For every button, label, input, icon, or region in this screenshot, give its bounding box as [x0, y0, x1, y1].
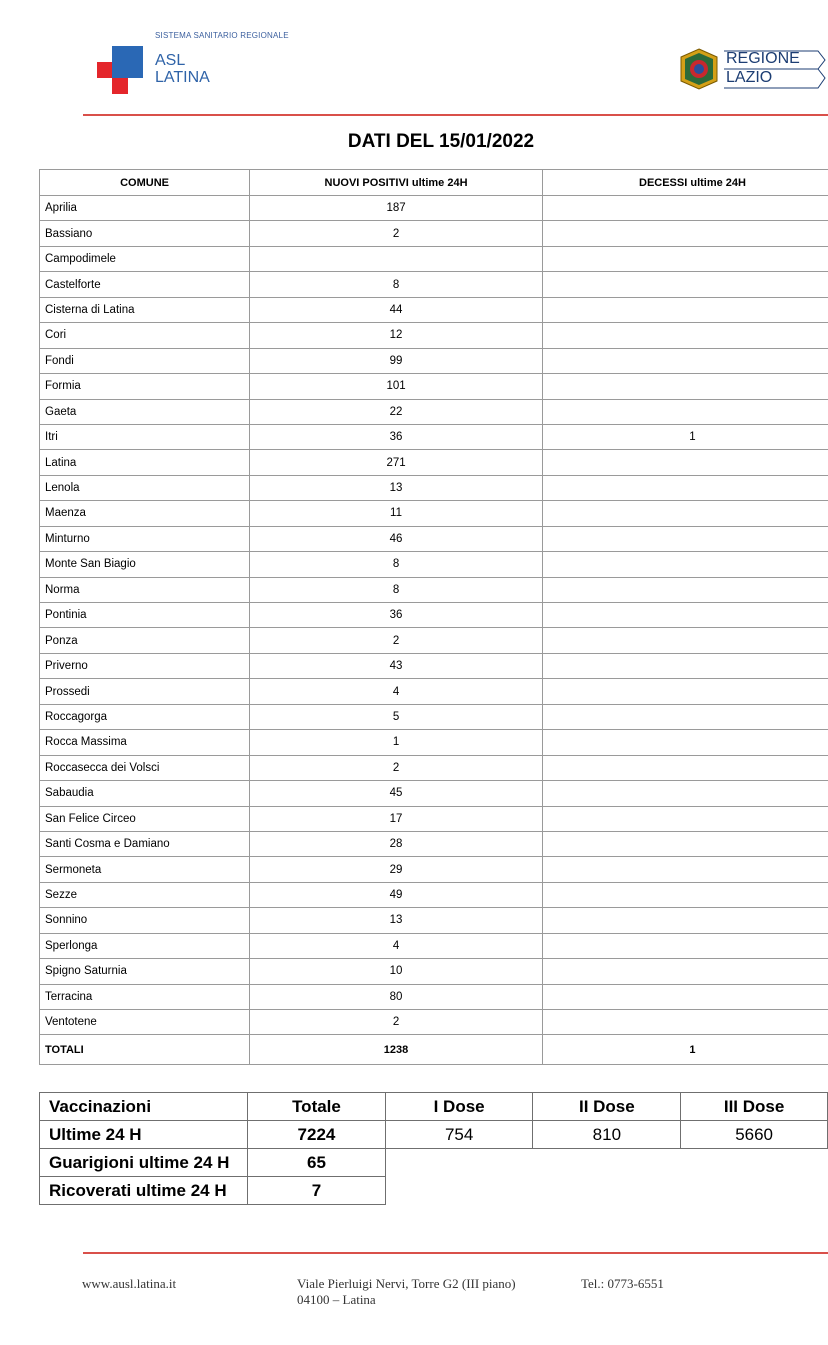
positivi-cell: 43: [250, 653, 543, 678]
recovered-label: Guarigioni ultime 24 H: [40, 1149, 248, 1177]
table-row: [40, 526, 828, 551]
footer-phone: Tel.: 0773-6551: [581, 1276, 664, 1291]
positivi-cell: 2: [250, 755, 543, 780]
table-row: [40, 196, 828, 221]
table-row: [40, 348, 828, 373]
table-row: [40, 806, 828, 831]
table-row: [40, 424, 828, 449]
comune-cell: Formia: [40, 374, 250, 399]
positivi-cell: 11: [250, 501, 543, 526]
totals-row: [40, 1035, 828, 1065]
table-row: [40, 959, 828, 984]
comune-cell: Aprilia: [40, 196, 250, 221]
footer-address-line1: Viale Pierluigi Nervi, Torre G2 (III piano): [297, 1276, 516, 1291]
decessi-cell: [542, 246, 828, 271]
hospitalized-row: [40, 1177, 828, 1205]
hospitalized-value: 7: [248, 1177, 386, 1205]
comune-cell: Rocca Massima: [40, 730, 250, 755]
vaccination-period-label: Ultime 24 H: [40, 1121, 248, 1149]
comune-cell: Sperlonga: [40, 933, 250, 958]
asl-name-line1: ASL: [155, 52, 186, 69]
header-decessi: DECESSI ultime 24H: [542, 170, 828, 196]
decessi-cell: [542, 781, 828, 806]
header-divider: [83, 114, 828, 116]
decessi-cell: [542, 933, 828, 958]
positivi-cell: 13: [250, 908, 543, 933]
comune-cell: Sermoneta: [40, 857, 250, 882]
table-row: [40, 552, 828, 577]
comune-cell: Norma: [40, 577, 250, 602]
decessi-cell: [542, 348, 828, 373]
comune-cell: Minturno: [40, 526, 250, 551]
decessi-cell: [542, 959, 828, 984]
vaccination-values-row: [40, 1121, 828, 1149]
decessi-cell: [542, 297, 828, 322]
table-header-row: [40, 170, 828, 196]
comune-cell: Roccasecca dei Volsci: [40, 755, 250, 780]
table-row: [40, 831, 828, 856]
asl-name-line2: LATINA: [155, 69, 210, 86]
decessi-cell: [542, 501, 828, 526]
dose1-value: 754: [385, 1121, 533, 1149]
footer-website: www.ausl.latina.it: [82, 1276, 177, 1291]
positivi-cell: 10: [250, 959, 543, 984]
decessi-cell: [542, 323, 828, 348]
vaccination-table: [39, 1092, 828, 1205]
positivi-cell: 36: [250, 603, 543, 628]
footer-divider: [83, 1252, 828, 1254]
comune-cell: Terracina: [40, 984, 250, 1009]
table-row: [40, 882, 828, 907]
decessi-cell: [542, 272, 828, 297]
positivi-cell: 44: [250, 297, 543, 322]
decessi-cell: [542, 399, 828, 424]
positivi-cell: 17: [250, 806, 543, 831]
decessi-cell: [542, 475, 828, 500]
decessi-cell: [542, 679, 828, 704]
decessi-cell: [542, 628, 828, 653]
positivi-cell: 8: [250, 552, 543, 577]
table-row: [40, 246, 828, 271]
table-row: [40, 781, 828, 806]
table-row: [40, 628, 828, 653]
header-nuovi-positivi: NUOVI POSITIVI ultime 24H: [250, 170, 543, 196]
comune-cell: Priverno: [40, 653, 250, 678]
positivi-cell: 2: [250, 221, 543, 246]
comune-cell: Gaeta: [40, 399, 250, 424]
positivi-cell: 101: [250, 374, 543, 399]
positivi-cell: 36: [250, 424, 543, 449]
table-row: [40, 323, 828, 348]
comune-cell: Spigno Saturnia: [40, 959, 250, 984]
comune-cell: Itri: [40, 424, 250, 449]
vaccination-total-header: Totale: [248, 1093, 386, 1121]
recovered-row: [40, 1149, 828, 1177]
comune-cell: Roccagorga: [40, 704, 250, 729]
positivi-cell: 80: [250, 984, 543, 1009]
totals-label: TOTALI: [40, 1035, 250, 1065]
comune-cell: Castelforte: [40, 272, 250, 297]
decessi-cell: [542, 806, 828, 831]
comune-cell: San Felice Circeo: [40, 806, 250, 831]
decessi-cell: [542, 552, 828, 577]
positivi-cell: 1: [250, 730, 543, 755]
table-row: [40, 679, 828, 704]
decessi-cell: [542, 577, 828, 602]
region-line2: LAZIO: [726, 69, 773, 86]
positivi-cell: 99: [250, 348, 543, 373]
decessi-cell: [542, 374, 828, 399]
table-row: [40, 399, 828, 424]
table-row: [40, 984, 828, 1009]
table-row: [40, 603, 828, 628]
comune-cell: Pontinia: [40, 603, 250, 628]
table-row: [40, 374, 828, 399]
comune-cell: Fondi: [40, 348, 250, 373]
vaccination-total-value: 7224: [248, 1121, 386, 1149]
decessi-cell: [542, 1010, 828, 1035]
table-row: [40, 704, 828, 729]
regione-lazio-name: [726, 49, 800, 87]
footer-address: [297, 1276, 516, 1308]
positivi-cell: 8: [250, 577, 543, 602]
vaccination-label: Vaccinazioni: [40, 1093, 248, 1121]
positivi-cell: 5: [250, 704, 543, 729]
table-row: [40, 221, 828, 246]
decessi-cell: [542, 450, 828, 475]
comune-cell: Santi Cosma e Damiano: [40, 831, 250, 856]
positives-table: [39, 169, 828, 1065]
positivi-cell: 29: [250, 857, 543, 882]
comune-cell: Campodimele: [40, 246, 250, 271]
table-row: [40, 1010, 828, 1035]
comune-cell: Latina: [40, 450, 250, 475]
comune-cell: Monte San Biagio: [40, 552, 250, 577]
comune-cell: Sezze: [40, 882, 250, 907]
vaccination-header-row: [40, 1093, 828, 1121]
positivi-cell: 271: [250, 450, 543, 475]
dose2-value: 810: [533, 1121, 681, 1149]
table-row: [40, 272, 828, 297]
positivi-cell: 22: [250, 399, 543, 424]
positivi-cell: 2: [250, 628, 543, 653]
table-row: [40, 857, 828, 882]
decessi-cell: [542, 755, 828, 780]
decessi-cell: [542, 653, 828, 678]
positivi-cell: 13: [250, 475, 543, 500]
comune-cell: Maenza: [40, 501, 250, 526]
comune-cell: Cori: [40, 323, 250, 348]
totals-decessi: 1: [542, 1035, 828, 1065]
comune-cell: Bassiano: [40, 221, 250, 246]
system-label: SISTEMA SANITARIO REGIONALE: [155, 31, 289, 40]
decessi-cell: [542, 730, 828, 755]
positivi-cell: 4: [250, 679, 543, 704]
table-row: [40, 908, 828, 933]
positivi-cell: 4: [250, 933, 543, 958]
decessi-cell: [542, 526, 828, 551]
positivi-cell: 2: [250, 1010, 543, 1035]
positivi-cell: [250, 246, 543, 271]
decessi-cell: [542, 908, 828, 933]
dose3-header: III Dose: [681, 1093, 828, 1121]
table-row: [40, 933, 828, 958]
decessi-cell: [542, 196, 828, 221]
positivi-cell: 28: [250, 831, 543, 856]
table-row: [40, 730, 828, 755]
comune-cell: Sabaudia: [40, 781, 250, 806]
comune-cell: Cisterna di Latina: [40, 297, 250, 322]
table-row: [40, 653, 828, 678]
comune-cell: Lenola: [40, 475, 250, 500]
table-row: [40, 577, 828, 602]
comune-cell: Ponza: [40, 628, 250, 653]
recovered-value: 65: [248, 1149, 386, 1177]
regione-lazio-emblem: [679, 48, 719, 90]
decessi-cell: [542, 984, 828, 1009]
positivi-cell: 12: [250, 323, 543, 348]
page-title: DATI DEL 15/01/2022: [347, 131, 535, 152]
decessi-cell: [542, 704, 828, 729]
table-row: [40, 501, 828, 526]
asl-cross-logo: [97, 46, 143, 94]
positivi-cell: 187: [250, 196, 543, 221]
decessi-cell: [542, 831, 828, 856]
dose3-value: 5660: [681, 1121, 828, 1149]
decessi-cell: [542, 882, 828, 907]
region-line1: REGIONE: [726, 50, 800, 67]
dose1-header: I Dose: [385, 1093, 533, 1121]
comune-cell: Ventotene: [40, 1010, 250, 1035]
positivi-cell: 45: [250, 781, 543, 806]
decessi-cell: [542, 603, 828, 628]
table-row: [40, 475, 828, 500]
dose2-header: II Dose: [533, 1093, 681, 1121]
decessi-cell: 1: [542, 424, 828, 449]
decessi-cell: [542, 857, 828, 882]
positivi-cell: 46: [250, 526, 543, 551]
comune-cell: Prossedi: [40, 679, 250, 704]
table-row: [40, 755, 828, 780]
totals-positivi: 1238: [250, 1035, 543, 1065]
positivi-cell: 8: [250, 272, 543, 297]
decessi-cell: [542, 221, 828, 246]
hospitalized-label: Ricoverati ultime 24 H: [40, 1177, 248, 1205]
positivi-cell: 49: [250, 882, 543, 907]
table-row: [40, 297, 828, 322]
table-row: [40, 450, 828, 475]
header-comune: COMUNE: [40, 170, 250, 196]
footer-address-line2: 04100 – Latina: [297, 1292, 376, 1307]
comune-cell: Sonnino: [40, 908, 250, 933]
asl-name: [155, 52, 210, 86]
